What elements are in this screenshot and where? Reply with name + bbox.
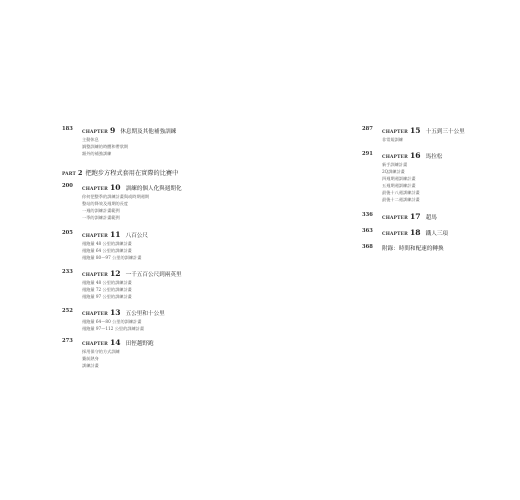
section-item: 你何把整季的訓練計畫與或時期週期: [82, 194, 150, 199]
chapter-title: 鐵人三項: [425, 231, 448, 237]
chapter-label: CHAPTER: [82, 130, 109, 135]
chapter-title: 八百公尺: [125, 233, 148, 239]
section-item: 賽前熱身: [82, 356, 99, 362]
toc-entry-chapter-12: [62, 269, 182, 300]
chapter-number: 11: [110, 230, 121, 239]
section-item: 採用保守的方式訓練: [82, 349, 120, 354]
toc-entry-chapter-9: [62, 126, 177, 157]
section-item: 新手訓練計畫: [382, 162, 408, 167]
page-number: 233: [62, 269, 73, 275]
chapter-number: 12: [110, 269, 121, 278]
section-item: 訓練計畫: [82, 363, 99, 369]
section-item: 週跑量 97～112 公里的訓練計畫: [82, 326, 145, 332]
section-item: 週跑量 48 公里的訓練計畫: [82, 241, 132, 246]
toc-entry-chapter-11: [62, 230, 148, 261]
page-number: 200: [62, 183, 73, 189]
section-item: 週跑量 97 公里的訓練計畫: [82, 294, 132, 300]
page-number: 252: [62, 308, 73, 314]
toc-entry-chapter-16: [362, 151, 443, 204]
part-title: 把跑步方程式套用在實際的比賽中: [85, 170, 179, 177]
chapter-title: 五公里和十公里: [125, 311, 165, 317]
chapter-title: 超馬: [425, 215, 437, 221]
section-item: 最後十八週訓練計畫: [382, 190, 420, 196]
section-item: 非常規訓練: [382, 137, 403, 142]
section-item: 一週的訓練計畫範例: [82, 208, 120, 214]
chapter-number: 14: [110, 338, 121, 347]
chapter-title: 十五到三十公里: [425, 129, 465, 135]
chapter-label: CHAPTER: [82, 234, 109, 239]
chapter-label: CHAPTER: [82, 312, 109, 317]
part-heading: [62, 168, 178, 177]
section-item: 一季的訓練計畫範例: [82, 215, 120, 221]
chapter-title: 休息期及其他補強訓練: [120, 129, 177, 135]
section-item: 主動休息: [82, 137, 99, 142]
appendix-title: 附錄：時間和配速的轉換: [382, 246, 444, 252]
chapter-number: 16: [410, 151, 421, 160]
chapter-number: 15: [410, 126, 421, 135]
chapter-title: 訓練的個人化與週期化: [125, 186, 182, 192]
section-item: 週跑量 64 公里的訓練計畫: [82, 248, 132, 254]
toc-entry-chapter-10: [62, 183, 182, 221]
section-item: 整站的降效及週期的長度: [82, 201, 129, 207]
page-number: 205: [62, 230, 73, 236]
section-item: 調整訓練的時體和帶狀期: [82, 144, 129, 150]
chapter-label: CHAPTER: [82, 342, 109, 347]
page-number: 336: [362, 212, 373, 218]
chapter-number: 10: [110, 183, 121, 192]
part-label: PART: [62, 172, 77, 177]
section-item: 週跑量 80～97 公里的訓練計畫: [82, 255, 142, 261]
section-item: 最後十二週訓練計畫: [382, 197, 420, 203]
page-number: 363: [362, 228, 373, 234]
toc-entry-chapter-13: [62, 308, 165, 332]
chapter-number: 18: [410, 228, 421, 237]
chapter-number: 13: [110, 308, 121, 317]
page-number: 273: [62, 338, 73, 344]
page-number: 287: [362, 126, 373, 132]
section-item: 週跑量 72 公里的訓練計畫: [82, 287, 132, 293]
chapter-label: CHAPTER: [382, 232, 409, 237]
chapter-label: CHAPTER: [382, 155, 409, 160]
section-item: 五週期週訓練計畫: [382, 183, 416, 189]
chapter-label: CHAPTER: [382, 216, 409, 221]
section-item: 額外的補強訓練: [82, 151, 112, 157]
chapter-label: CHAPTER: [82, 273, 109, 278]
chapter-label: CHAPTER: [382, 130, 409, 135]
page-number: 183: [62, 126, 73, 132]
page-number: 291: [362, 151, 373, 157]
section-item: 2Q訓練計畫: [382, 169, 405, 175]
section-item: 週跑量 64～80 公里的訓練計畫: [82, 319, 142, 324]
chapter-title: 田徑越野跑: [125, 341, 154, 347]
part-number: 2: [78, 169, 83, 177]
chapter-title: 馬拉松: [425, 154, 443, 160]
chapter-label: CHAPTER: [82, 187, 109, 192]
toc-entry-chapter-15: [362, 126, 465, 143]
chapter-title: 一千五百公尺到兩英里: [125, 272, 182, 278]
section-item: 四週期週訓練計畫: [382, 176, 416, 182]
chapter-number: 17: [410, 212, 421, 221]
chapter-number: 9: [110, 126, 116, 135]
toc-entry-chapter-14: [62, 338, 154, 369]
section-item: 週跑量 48 公里的訓練計畫: [82, 280, 132, 285]
page-number: 368: [362, 244, 373, 250]
